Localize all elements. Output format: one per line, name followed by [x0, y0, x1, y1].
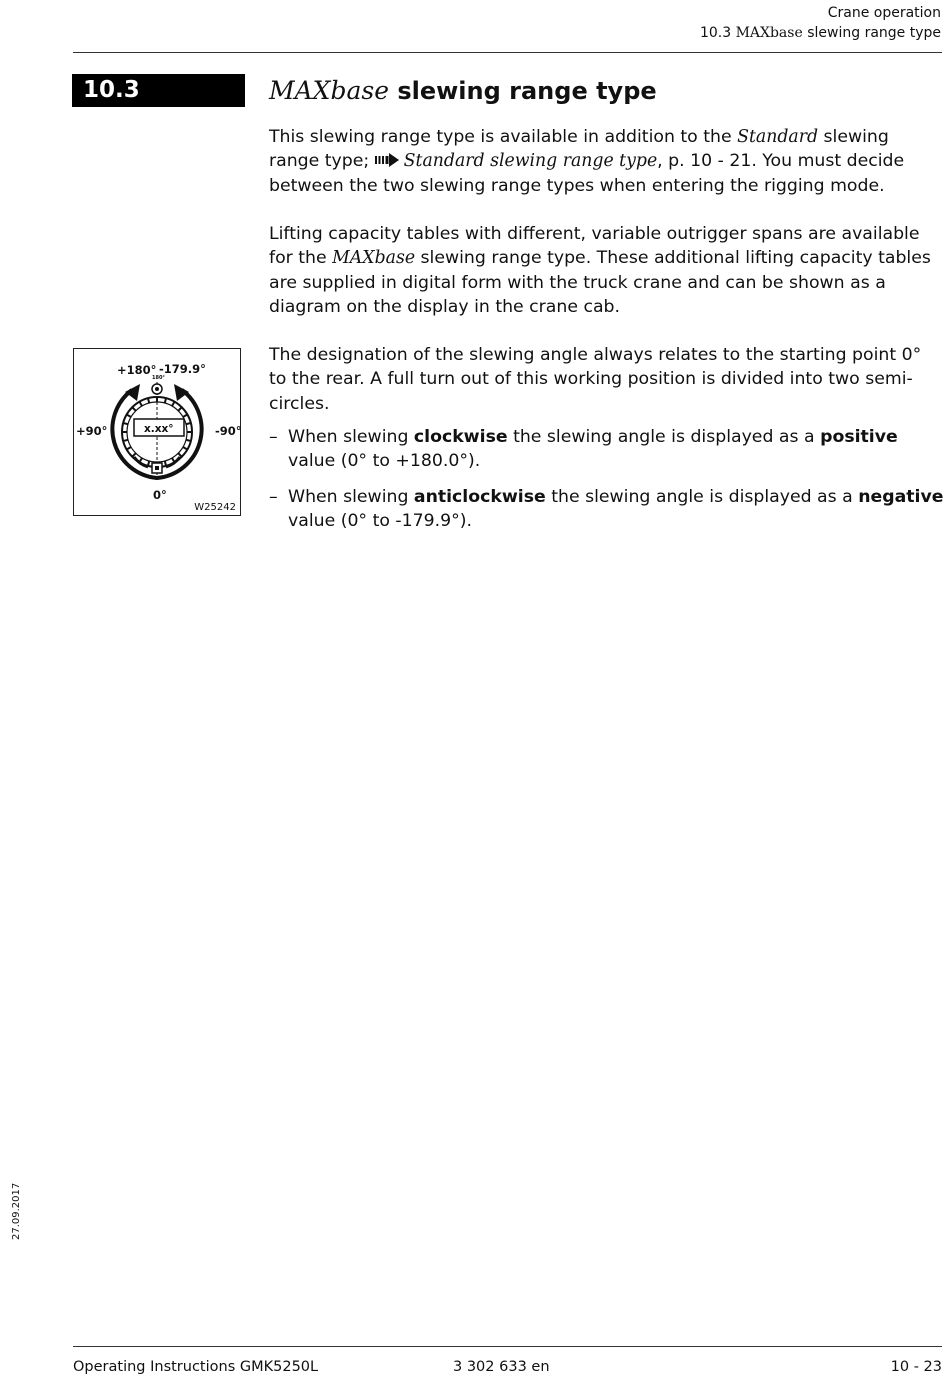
- paragraph-slewing-designation: The designation of the slewing angle always relates to the starting point 0° to the rear. A full turn out of this working position is divided into two semi-circles.: [269, 345, 922, 414]
- label-minus-179-9: -179.9°: [159, 362, 206, 376]
- footer-divider: [73, 1346, 942, 1347]
- label-plus-180: +180°: [117, 363, 157, 377]
- paragraph-intro: This slewing range type is available in addition to the Standard slewing range type; Standard slewing range type, p. 10 - 21. You must decide between the two slewing range types when entering the rigging mode.: [269, 127, 905, 196]
- header-section: 10.3 MAXbase slewing range type: [699, 25, 941, 41]
- list-item-anticlockwise: – When slewing anticlockwise the slewing angle is displayed as a negative value (0° to -179.9°).: [269, 487, 944, 532]
- slewing-angle-figure: [73, 348, 241, 516]
- label-zero: 0°: [153, 488, 167, 502]
- figure-id: W25242: [194, 502, 236, 513]
- header-divider: [73, 52, 942, 53]
- section-number-box: 10.3: [72, 74, 245, 107]
- footer-document-number: 3 302 633 en: [453, 1359, 550, 1375]
- footer-document-title: Operating Instructions GMK5250L: [73, 1359, 319, 1375]
- label-small-0: 0°: [155, 476, 161, 482]
- header-chapter: Crane operation: [827, 5, 941, 21]
- side-date: 27.09.2017: [11, 1182, 22, 1240]
- cross-reference-link[interactable]: Standard slewing range type: [403, 151, 658, 172]
- label-plus-90: +90°: [76, 424, 108, 438]
- footer-page-number: 10 - 23: [890, 1359, 942, 1375]
- label-minus-90: -90°: [215, 424, 242, 438]
- display-value: x.xx°: [144, 423, 174, 435]
- running-header: [700, 3, 941, 43]
- cross-reference-arrow-icon: [375, 153, 401, 167]
- section-title: MAXbase slewing range type: [269, 76, 657, 105]
- list-item-clockwise: – When slewing clockwise the slewing angle is displayed as a positive value (0° to +180.0°).: [269, 427, 898, 472]
- label-small-180: 180°: [152, 375, 165, 381]
- paragraph-lifting-capacity: Lifting capacity tables with different, variable outrigger spans are available for the MAXbase slewing range type. These additional lifting capacity tables are supplied in digital form with the truck crane and can be shown as a diagram on the display in the crane cab.: [269, 224, 931, 317]
